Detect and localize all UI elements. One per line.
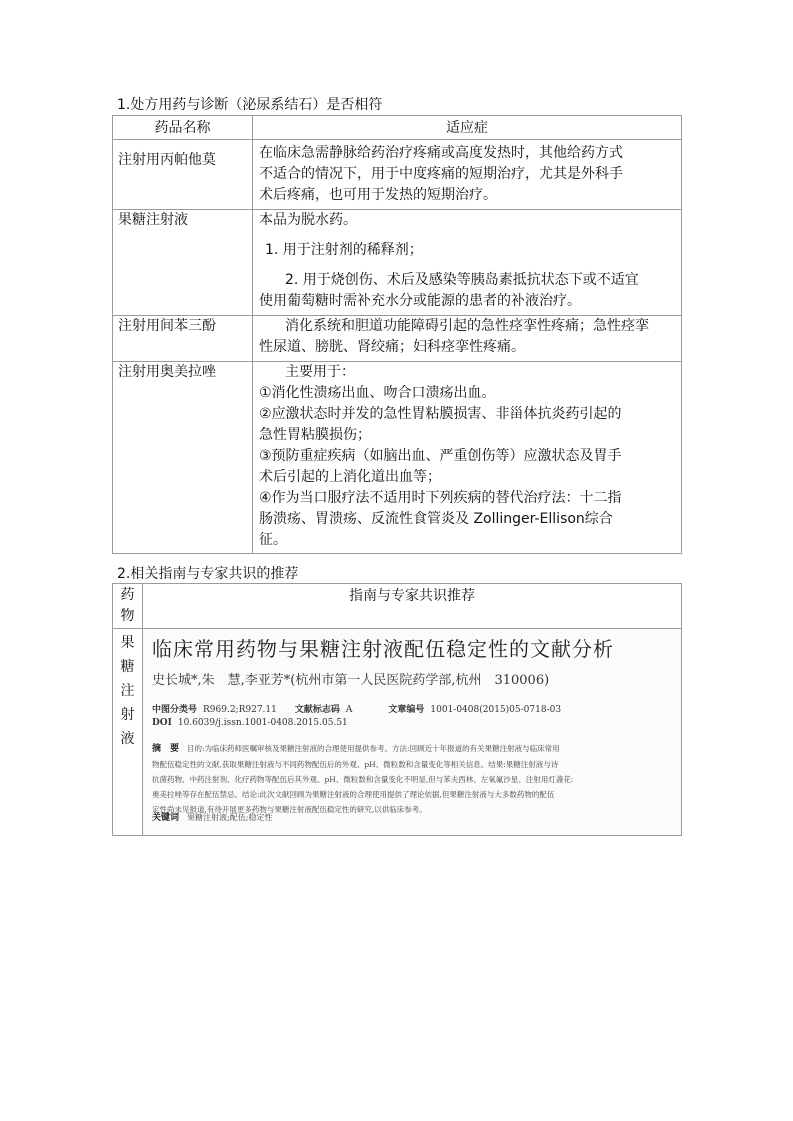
paper-excerpt-cell [143, 629, 682, 836]
paper-title: 临床常用药物与果糖注射液配伍稳定性的文献分析 [152, 637, 614, 661]
indication-line: ②应激状态时并发的急性胃粘膜损害、非甾体抗炎药引起的 [259, 406, 622, 422]
indication-line: 肠溃疡、胃溃疡、反流性食管炎及 Zollinger-Ellison综合 [259, 511, 613, 527]
indication-line: 术后引起的上消化道出血等； [259, 469, 441, 485]
paper-excerpt-image [143, 629, 682, 835]
drug-name: 注射用间苯三酚 [113, 316, 253, 362]
guideline-table [112, 583, 682, 836]
class-value: R969.2;R927.11 [203, 705, 277, 715]
drug-name: 注射用奥美拉唑 [113, 362, 253, 554]
article-label: 文章编号 [388, 705, 425, 715]
class-label: 中图分类号 [152, 705, 198, 715]
indication-line: 性尿道、膀胱、肾绞痛；妇科痉挛性疼痛。 [259, 339, 525, 355]
abstract-line: 物配伍稳定性的文献,获取果糖注射液与不同药物配伍后的外观、pH、微粒数和含量变化等相关信息。结果:果糖注射液与诗 [152, 760, 559, 769]
indication-intro: 本品为脱水药。 [259, 212, 357, 228]
indication-line: ④作为当口服疗法不适用时下列疾病的替代治疗法：十二指 [259, 490, 622, 506]
indication-line: 术后疼痛，也可用于发热的短期治疗。 [259, 187, 497, 203]
column-header-drug-text: 药物 [120, 587, 135, 624]
keywords-label: 关键词 [152, 813, 180, 823]
abstract-line: 抗菌药物、中药注射剂、化疗药物等配伍后其外观、pH、微粒数和含量变化不明显,但与苯夫西林、左氧氟沙星、注射用灯盏花: [152, 775, 574, 784]
paper-doi-line [152, 717, 348, 729]
article-value: 1001-0408(2015)05-0718-03 [430, 705, 562, 715]
indication-line: ③预防重症疾病（如脑出血、严重创伤等）应激状态及胃手 [259, 448, 622, 464]
doi-label: DOI [152, 718, 172, 728]
abstract-text: 目的:为临床药师医嘱审核及果糖注射液的合理使用提供参考。方法:回顾近十年报道的有关果糖注射液与临床常用 [187, 744, 560, 753]
drug-name-cell [113, 629, 143, 836]
abstract-line: 奥美拉唑等存在配伍禁忌。结论:此次文献回顾为果糖注射液的合理使用提供了理论依据,但果糖注射液与大多数药物的配伍 [152, 790, 555, 799]
indication-table [112, 115, 682, 554]
abstract-line: 定性尚未见报道,有待开展更多药物与果糖注射液配伍稳定性的研究,以供临床参考。 [152, 805, 427, 814]
paper-abstract [152, 741, 680, 817]
table-row [113, 362, 682, 554]
indication-line: 主要用于： [285, 364, 355, 380]
paper-authors: 史长城*,朱 慧,李亚芳*(杭州市第一人民医院药学部,杭州 310006) [152, 673, 550, 688]
keywords-value: 果糖注射液;配伍;稳定性 [187, 813, 273, 822]
drug-name: 注射用丙帕他莫 [113, 140, 253, 210]
paper-classification-line [152, 704, 561, 716]
table-header-row [113, 584, 682, 629]
paper-keywords [152, 812, 272, 824]
indication-item-2-line: 使用葡萄糖时需补充水分或能源的患者的补液治疗。 [259, 293, 581, 309]
column-header-drug [113, 584, 143, 629]
doi-value: 10.6039/j.issn.1001-0408.2015.05.51 [177, 718, 348, 728]
table-row [113, 316, 682, 362]
indication-line: 消化系统和胆道功能障碍引起的急性痉挛性疼痛；急性痉挛 [285, 318, 649, 334]
table-header-row [113, 116, 682, 140]
table-row [113, 140, 682, 210]
indication-line: 征。 [259, 532, 287, 548]
indication-item-2-line: 2. 用于烧创伤、术后及感染等胰岛素抵抗状态下或不适宜 [285, 272, 639, 288]
section1-heading: 1.处方用药与诊断（泌尿系结石）是否相符 [117, 97, 383, 113]
code-value: A [345, 705, 353, 715]
abstract-line [152, 741, 680, 757]
indication-line: ①消化性溃疡出血、吻合口溃疡出血。 [259, 385, 496, 401]
column-header-indication: 适应症 [253, 116, 682, 140]
column-header-recommendation: 指南与专家共识推荐 [143, 584, 682, 629]
code-label: 文献标志码 [294, 705, 340, 715]
column-header-drug: 药品名称 [113, 116, 253, 140]
indication-line: 急性胃粘膜损伤； [259, 427, 371, 443]
drug-name: 果糖注射液 [120, 635, 135, 747]
table-row [113, 629, 682, 836]
indication-line: 在临床急需静脉给药治疗疼痛或高度发热时，其他给药方式 [259, 145, 623, 161]
indication-line: 不适合的情况下，用于中度疼痛的短期治疗，尤其是外科手 [259, 166, 623, 182]
drug-name: 果糖注射液 [113, 210, 253, 316]
indication-item-1: 1. 用于注射剂的稀释剂； [265, 242, 423, 258]
abstract-label: 摘 要 [152, 744, 180, 754]
section2-heading: 2.相关指南与专家共识的推荐 [117, 566, 299, 582]
table-row [113, 210, 682, 316]
